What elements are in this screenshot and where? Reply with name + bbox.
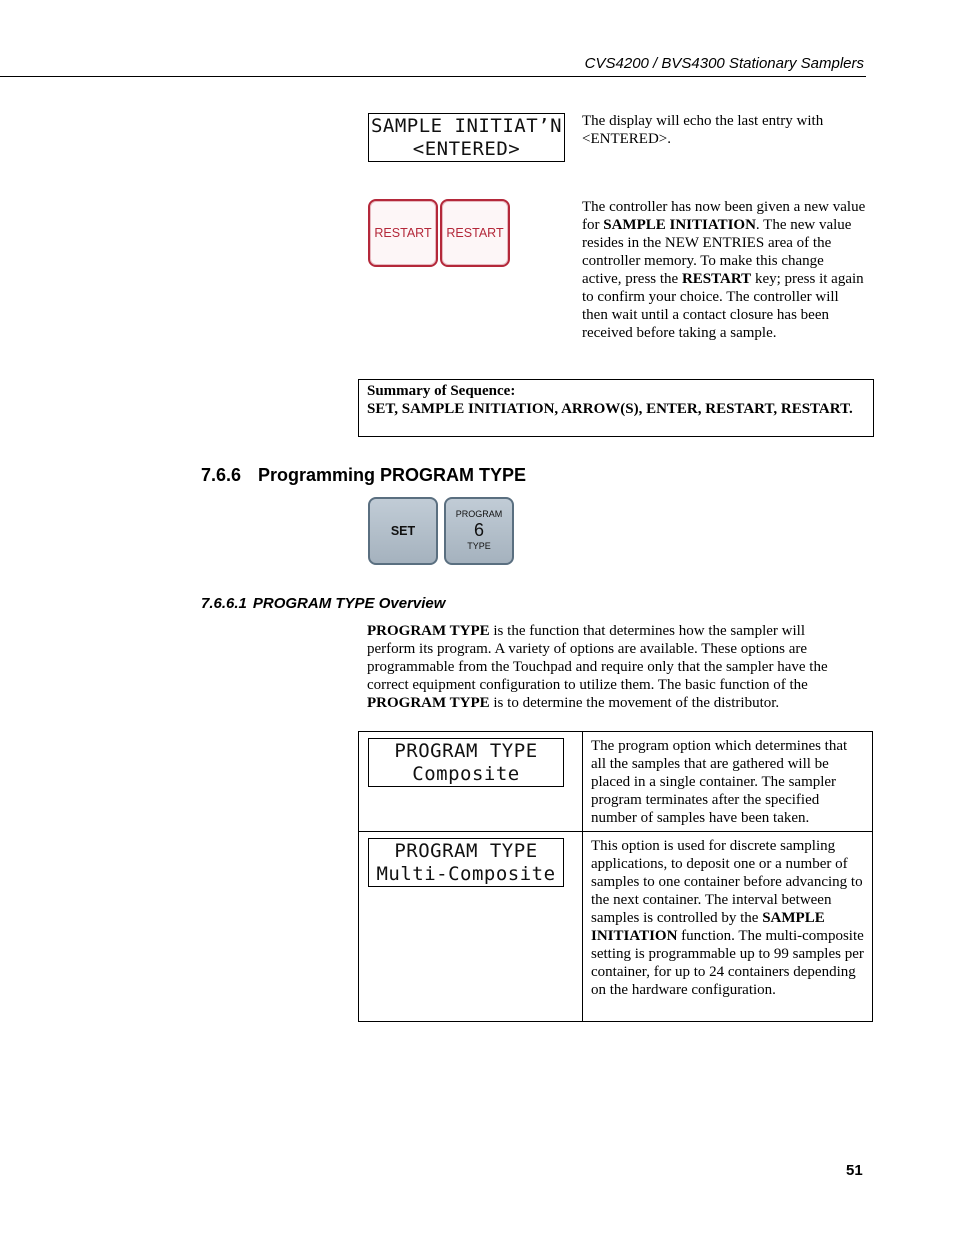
running-header: CVS4200 / BVS4300 Stationary Samplers (584, 55, 864, 72)
lcd-cell (359, 832, 583, 1022)
bold-term: SAMPLE INITIATION (591, 910, 825, 944)
set-key (368, 497, 438, 565)
lcd-display-composite (368, 738, 564, 787)
lcd-display-entered (368, 113, 565, 162)
subsection-title: PROGRAM TYPE Overview (252, 595, 446, 612)
text-run: function. The multi-composite setting is programmable up to 99 samples per container, for up to 24 containers depending on the hardware configuration. (591, 928, 864, 998)
bold-term: SAMPLE INITIATION (603, 217, 756, 233)
bold-term: PROGRAM TYPE (367, 695, 490, 711)
program-type-key (444, 497, 514, 565)
bold-term: PROGRAM TYPE (367, 623, 490, 639)
table-row (359, 832, 873, 1022)
restart-key-1 (368, 199, 438, 267)
lcd-line-1: SAMPLE INITIAT’N (370, 115, 563, 137)
key-number: 6 (473, 520, 484, 540)
option-description (583, 832, 873, 1022)
section-heading (201, 465, 526, 486)
set-key-label: SET (390, 524, 416, 538)
lcd-line-2: Composite (412, 763, 520, 785)
subsection-heading (201, 595, 445, 612)
key-top-label: PROGRAM (455, 509, 503, 519)
summary-box (358, 379, 874, 437)
text-run: The controller has now been given a new value for (582, 199, 866, 233)
restart-key-label: RESTART (374, 226, 432, 240)
lcd-line-1: PROGRAM TYPE (394, 840, 538, 862)
page-number: 51 (846, 1162, 863, 1179)
summary-title: Summary of Sequence: (367, 383, 516, 399)
bold-term: RESTART (681, 271, 752, 287)
section-number: 7.6.6 (201, 465, 242, 485)
lcd-cell (359, 732, 583, 832)
text-run: is to determine the movement of the distributor. (489, 695, 780, 711)
overview-paragraph (367, 622, 857, 712)
header-rule (0, 76, 866, 77)
section-title: Programming PROGRAM TYPE (258, 465, 527, 485)
table-row (359, 732, 873, 832)
controller-description (582, 198, 867, 342)
key-bottom-label: TYPE (467, 541, 491, 551)
option-description: The program option which determines that all the samples that are gathered will be placed in a single container. The sampler program terminates after the specified number of samples have been taken. (583, 732, 873, 832)
lcd-display-multi-composite (368, 838, 564, 887)
lcd-line-2: Multi-Composite (376, 863, 556, 885)
echo-description: The display will echo the last entry with <ENTERED>. (582, 113, 824, 147)
lcd-line-2: <ENTERED> (412, 138, 521, 160)
program-type-options-table (358, 731, 873, 1022)
text-run: This option is used for discrete sampling applications, to deposit one or a number of samples to one container before advancing to the next container. The interval between samples is controlled by the (591, 838, 863, 926)
text-run: key; press it again to confirm your choice. The controller will then wait until a contact closure has been received before taking a sample. (582, 271, 864, 341)
restart-key-label: RESTART (446, 226, 504, 240)
text-run: is the function that determines how the sampler will perform its program. A variety of options are available. These options are programmable from the Touchpad and require only that the sampler have the correct equipment configuration to utilize them. The basic function of the (367, 623, 828, 693)
lcd-line-1: PROGRAM TYPE (394, 740, 538, 762)
summary-sequence: SET, SAMPLE INITIATION, ARROW(S), ENTER, RESTART, RESTART. (367, 401, 853, 417)
restart-key-2 (440, 199, 510, 267)
subsection-number: 7.6.6.1 (201, 595, 247, 612)
text-run: . The new value resides in the NEW ENTRIES area of the controller memory. To make this change active, press the (582, 217, 852, 287)
